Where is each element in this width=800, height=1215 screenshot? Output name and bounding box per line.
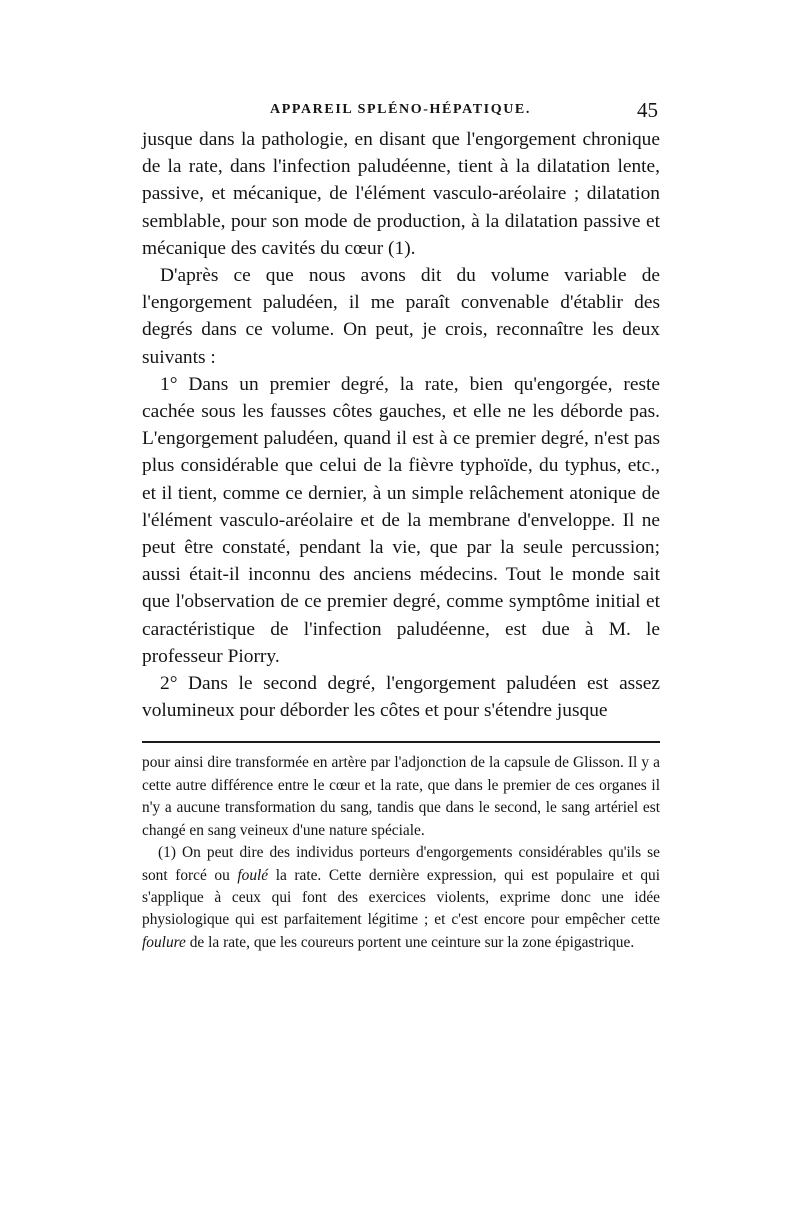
footnote-1-text: de la rate, que les coureurs portent une ceinture sur la zone épigastrique.: [185, 933, 635, 951]
footnote-1-text: la rate. Cette dernière expression, qui est populaire et qui s'applique à ceux qui font des exercices violents, exprime donc une idée physiologique qui est parfaitement légitime ; et c'est encore pour empêcher cette: [142, 866, 660, 929]
page-number: 45: [637, 98, 658, 122]
book-page: [142, 100, 660, 954]
running-title: APPAREIL SPLÉNO-HÉPATIQUE.: [270, 102, 531, 117]
footnote-1-emphasis: foulure: [142, 933, 186, 951]
footnote-continued: pour ainsi dire transformée en artère par l'adjonction de la capsule de Glisson. Il y a cette autre différence entre le cœur et la rate, que dans le premier de ces organes il n'y a aucune transformation du sang, tandis que dans le second, le sang artériel est changé en sang veineux d'une nature spéciale.: [142, 754, 660, 839]
footnote-1-emphasis: foulé: [237, 866, 269, 884]
paragraph-first-degree: 1° Dans un premier degré, la rate, bien qu'engorgée, reste cachée sous les fausses côtes gauches, et elle ne les déborde pas. L'engorgement paludéen, quand il est à ce premier degré, n'est pas plus considérable que celui de la fièvre typhoïde, du typhus, etc., et il tient, comme ce dernier, à un simple relâchement atonique de l'élément vasculo-aréolaire et de la membrane d'enveloppe. Il ne peut être constaté, pendant la vie, que par la seule percussion; aussi était-il inconnu des anciens médecins. Tout le monde sait que l'observation de ce premier degré, comme symptôme initial et caractéristique de l'infection paludéenne, est due à M. le professeur Piorry.: [142, 373, 660, 667]
footnote-divider: [142, 741, 660, 743]
footnote-1: [142, 842, 660, 954]
footnotes: [142, 752, 660, 954]
running-head: [142, 100, 660, 126]
main-text: [142, 126, 660, 724]
paragraph: D'après ce que nous avons dit du volume variable de l'engorgement paludéen, il me paraît convenable d'établir des degrés dans ce volume. On peut, je crois, reconnaître les deux suivants :: [142, 265, 660, 368]
footnote-1-text: (1) On peut dire des individus porteurs d'engorgements considérables qu'ils se sont forcé ou: [142, 844, 660, 884]
paragraph-continued: jusque dans la pathologie, en disant que l'engorgement chronique de la rate, dans l'infection paludéenne, tient à la dilatation lente, passive, et mécanique, de l'élément vasculo-aréolaire ; dilatation semblable, pour son mode de production, à la dilatation passive et mécanique des cavités du cœur (1).: [142, 129, 660, 259]
paragraph-second-degree: 2° Dans le second degré, l'engorgement paludéen est assez volumineux pour déborder les côtes et pour s'étendre jusque: [142, 673, 660, 722]
